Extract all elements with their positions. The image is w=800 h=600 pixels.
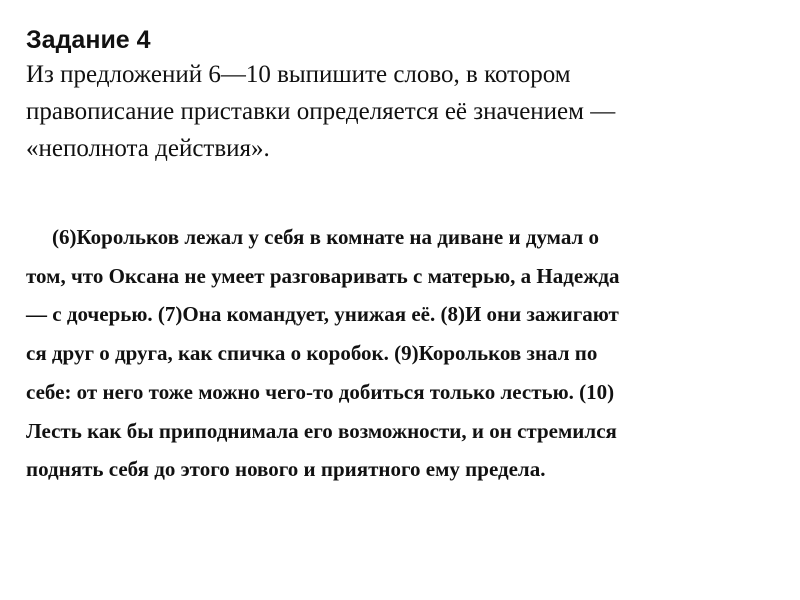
passage-line: том, что Оксана не умеет разговаривать с матерью, а Надежда (26, 263, 620, 288)
instruction-line: Из предложений 6—10 выпишите слово, в котором (26, 61, 571, 88)
text-passage (26, 218, 786, 489)
passage-line: поднять себя до этого нового и приятного ему предела. (26, 457, 546, 482)
task-instruction (26, 56, 776, 167)
passage-line: — с дочерью. (7)Она командует, унижая её. (8)И они зажигают (26, 302, 619, 327)
passage-line: ся друг о друга, как спичка о коробок. (9)Корольков знал по (26, 341, 598, 366)
task-title: Задание 4 (26, 26, 151, 54)
instruction-line: правописание приставки определяется её значением — (26, 98, 616, 125)
passage-line: Лесть как бы приподнимала его возможности, и он стремился (26, 418, 617, 443)
passage-line: себе: от него тоже можно чего-то добиться только лестью. (10) (26, 379, 615, 404)
instruction-line: «неполнота действия». (26, 135, 270, 162)
passage-line: (6)Корольков лежал у себя в комнате на диване и думал о (52, 225, 600, 249)
